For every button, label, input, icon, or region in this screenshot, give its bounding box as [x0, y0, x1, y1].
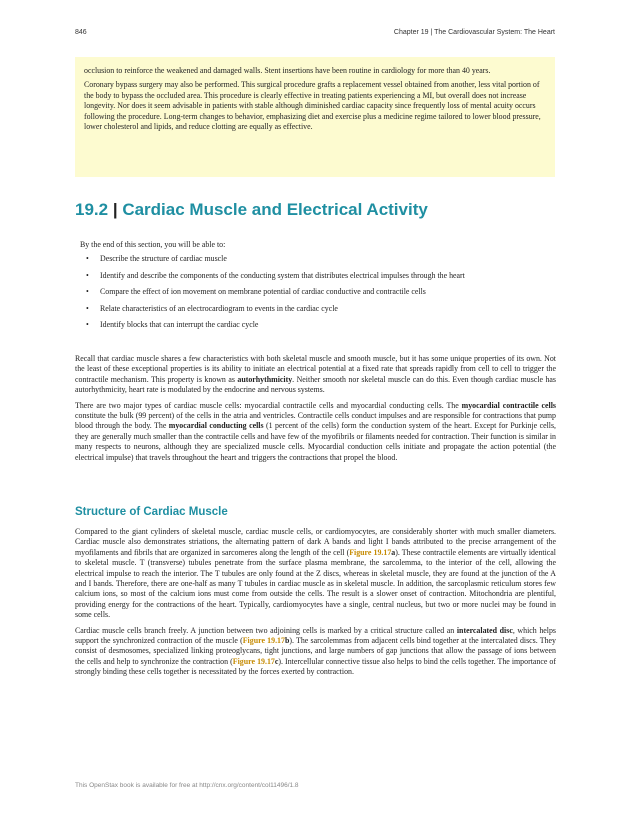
text-run: Cardiac muscle cells branch freely. A junction between two adjoining cells is marked by a critical structure called an: [75, 625, 457, 635]
key-term: intercalated disc: [456, 625, 513, 635]
intro-text: [75, 354, 556, 468]
page-footer: This OpenStax book is available for free at http://cnx.org/content/col11496/1.8: [75, 782, 299, 789]
figure-link[interactable]: Figure 19.17: [232, 656, 275, 666]
text-run: ). These contractile elements are virtually identical to skeletal muscle. T (transverse) tubules penetrate from the surface plasma membrane, the sarcolemma, to the interior of the cell, allowing the electrical impulse to reach the interior. The T tubules are only found at the Z discs, whereas in skeletal muscle, they are found at the junction of the A and I bands. Therefore, there are one-half as many T tubules in cardiac muscle as in skeletal muscle. In addition, the sarcoplasmic reticulum stores few calcium ions, so most of the calcium ions must come from outside the cells. The result is a slower onset of contraction. Mitochondria are plentiful, providing energy for the contractions of the heart. Typically, cardiomyocytes have a single, central nucleus, but two or more nuclei may be found in some cells.: [75, 547, 556, 620]
paragraph-structure: [75, 527, 556, 621]
section-number: 19.2: [75, 200, 109, 219]
figure-link[interactable]: Figure 19.17: [349, 547, 392, 557]
text-run: , which helps support the synchronized contraction of the muscle (: [75, 625, 557, 646]
objectives-list: [80, 254, 555, 330]
objective-item: • Compare the effect of ion movement on membrane potential of cardiac conductive and contractile cells: [80, 287, 555, 297]
objectives-intro: By the end of this section, you will be able to:: [80, 240, 226, 249]
key-term: myocardial conducting cells: [168, 421, 264, 431]
running-header: [75, 29, 555, 41]
paragraph-cell-types: [75, 401, 556, 463]
note-paragraph-1: occlusion to reinforce the weakened and damaged walls. Stent insertions have been routine in cardiology for more than 40 years.: [84, 66, 491, 75]
text-run: ). The sarcolemmas from adjacent cells bind together at the intercalated discs. They consist of desmosomes, specialized linking proteoglycans, tight junctions, and large numbers of gap junctions that allow the passage of ions between the cells and help to synchronize the contraction (: [75, 636, 557, 666]
highlight-box: [75, 57, 555, 177]
key-term: autorhythmicity: [237, 374, 293, 384]
objective-item: • Relate characteristics of an electrocardiogram to events in the cardiac cycle: [80, 304, 555, 314]
text-run: Compared to the giant cylinders of skeletal muscle, cardiac muscle cells, or cardiomyocytes, are considerably shorter with much smaller diameters. Cardiac muscle also demonstrates striations, the alternating pattern of dark A bands and light I bands attributed to the precise arrangement of the myofilaments and fibrils that are organized in sarcomeres along the length of the cell (: [75, 527, 556, 557]
objective-item: • Identify blocks that can interrupt the cardiac cycle: [80, 320, 555, 330]
section-title-text: Cardiac Muscle and Electrical Activity: [122, 200, 428, 219]
figure-panel-label: b: [284, 636, 290, 646]
text-run: (1 percent of the cells) form the conduction system of the heart. Except for Purkinje cells, they are generally much smaller than the contractile cells and have few of the myofibrils or filaments needed for contraction. Their function is similar in many respects to neurons, although they are specialized muscle cells. Myocardial conduction cells initiate and propagate the action potential (the electrical impulse) that travels throughout the heart and triggers the contractions that propel the blood.: [75, 421, 557, 462]
text-run: ). Intercellular connective tissue also helps to bind the cells together. The importance of strongly binding these cells together is necessitated by the forces exerted by contraction.: [75, 656, 557, 677]
text-run: constitute the bulk (99 percent) of the cells in the atria and ventricles. Contractile cells conduct impulses and are responsible for contractions that pump blood through the body. The: [75, 411, 556, 431]
note-paragraph-2: Coronary bypass surgery may also be performed. This surgical procedure grafts a replacement vessel obtained from another, less vital portion of the body to bypass the occluded area. This procedure is clearly effective in treating patients experiencing a MI, but overall does not increase longevity. Nor does it seem advisable in patients with stable although diminished cardiac capacity since frequently loss of mental acuity occurs following the procedure. Long-term changes to behavior, emphasizing diet and exercise plus a medicine regime tailored to lower blood pressure, lower cholesterol and lipids, and reduce clotting are equally as effective.: [84, 80, 541, 132]
objective-item: • Identify and describe the components of the conducting system that distributes electrical impulses through the heart: [80, 271, 555, 281]
section-separator: |: [112, 200, 118, 219]
objective-item: • Describe the structure of cardiac muscle: [80, 254, 555, 264]
figure-panel-label: c: [274, 656, 279, 666]
section-title: [75, 199, 428, 221]
text-run: There are two major types of cardiac muscle cells: myocardial contractile cells and myocardial conducting cells. The: [75, 400, 462, 410]
subsection-title: Structure of Cardiac Muscle: [75, 506, 228, 518]
paragraph-intercalated-disc: [75, 626, 556, 678]
text-run: . Neither smooth nor skeletal muscle can do this. Even though cardiac muscle has autorhythmicity, heart rate is modulated by the endocrine and nervous systems.: [75, 374, 556, 395]
learning-objectives: [80, 240, 555, 337]
paragraph-autorhythmicity: [75, 354, 556, 396]
figure-panel-label: a: [391, 547, 396, 557]
structure-text: [75, 527, 556, 683]
text-run: Recall that cardiac muscle shares a few characteristics with both skeletal muscle and smooth muscle, but it has some unique properties of its own. Not the least of these exceptional properties is its ability to initiate an electrical potential at a fixed rate that spreads rapidly from cell to cell to trigger the contractile mechanism. This property is known as: [75, 354, 556, 384]
key-term: myocardial contractile cells: [461, 400, 556, 410]
chapter-title: Chapter 19 | The Cardiovascular System: The Heart: [393, 29, 555, 36]
page-number: 846: [75, 29, 87, 36]
figure-link[interactable]: Figure 19.17: [242, 636, 285, 646]
